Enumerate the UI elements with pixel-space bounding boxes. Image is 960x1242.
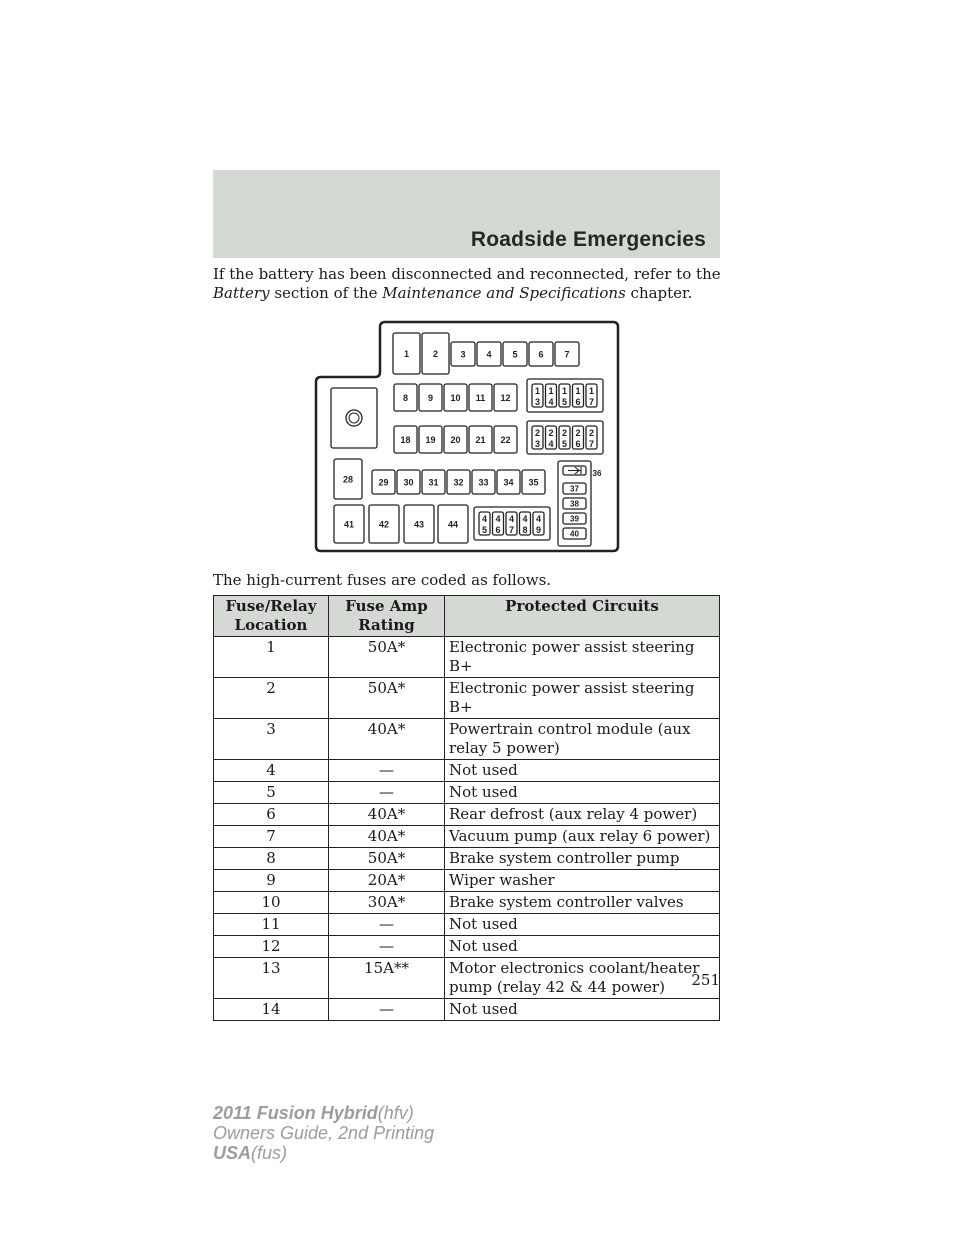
mini-fuse-group-45-49-digit: 7 <box>508 525 515 535</box>
table-row <box>214 848 720 870</box>
mini-fuse-group-23-27-digit: 5 <box>561 439 568 449</box>
mini-fuse-group-13-17-digit: 1 <box>561 386 568 396</box>
section-title: Roadside Emergencies <box>470 228 706 251</box>
table-row <box>214 719 720 760</box>
footer-market-code: (fus) <box>251 1143 288 1163</box>
fuse-label-9: 9 <box>427 393 434 403</box>
battery-reference: Battery <box>213 284 270 302</box>
intro-paragraph <box>213 265 733 303</box>
mini-fuse-group-45-49-digit: 9 <box>535 525 542 535</box>
fuse-label-42: 42 <box>378 519 390 530</box>
mini-fuse-group-13-17-digit: 5 <box>561 397 568 407</box>
cell-rating: — <box>329 760 445 782</box>
chapter-reference: Maintenance and Specifications <box>382 284 626 302</box>
fuse-label-3: 3 <box>460 349 466 360</box>
cell-rating: 40A* <box>329 719 445 760</box>
mini-fuse-group-45-49-digit: 4 <box>535 514 542 524</box>
col-header-location: Fuse/Relay Location <box>214 596 329 637</box>
cell-location: 7 <box>214 826 329 848</box>
large-relay-block <box>331 388 377 448</box>
fuse-label-35: 35 <box>528 477 539 488</box>
cell-rating: — <box>329 936 445 958</box>
fuse-label-34: 34 <box>503 477 514 488</box>
cell-location: 8 <box>214 848 329 870</box>
mini-fuse-group-45-49-digit: 5 <box>481 525 488 535</box>
cell-rating: 40A* <box>329 826 445 848</box>
cell-location: 14 <box>214 999 329 1021</box>
mini-fuse-group-45-49-digit: 8 <box>522 525 528 535</box>
table-row <box>214 914 720 936</box>
mini-fuse-group-45-49-digit: 6 <box>495 525 501 535</box>
cell-circuit: Not used <box>445 936 720 958</box>
cell-location: 11 <box>214 914 329 936</box>
cell-rating: 30A* <box>329 892 445 914</box>
fuse-label-21: 21 <box>475 435 486 445</box>
cell-location: 5 <box>214 782 329 804</box>
cell-location: 2 <box>214 678 329 719</box>
cell-rating: 40A* <box>329 804 445 826</box>
cell-rating: — <box>329 999 445 1021</box>
mini-fuse-group-23-27-digit: 2 <box>588 428 595 438</box>
fuse-label-8: 8 <box>402 393 409 403</box>
intro-text-3: chapter. <box>630 284 693 302</box>
fuse-label-19: 19 <box>425 435 436 445</box>
fuse-label-20: 20 <box>450 435 461 445</box>
table-row <box>214 760 720 782</box>
cell-rating: 15A** <box>329 958 445 999</box>
fuse-label-31: 31 <box>428 477 439 488</box>
fuse-label-43: 43 <box>413 519 425 530</box>
table-row <box>214 936 720 958</box>
fuse-label-2: 2 <box>432 349 439 359</box>
cell-location: 4 <box>214 760 329 782</box>
table-header-row <box>214 596 720 637</box>
mini-fuse-group-13-17-digit: 4 <box>548 397 554 407</box>
fuse-label-44: 44 <box>447 519 459 530</box>
fuse-label-18: 18 <box>400 435 411 445</box>
mini-fuse-group-23-27-digit: 7 <box>588 439 595 449</box>
cell-circuit: Powertrain control module (aux relay 5 power) <box>445 719 720 760</box>
cell-rating: 50A* <box>329 848 445 870</box>
cell-circuit: Wiper washer <box>445 870 720 892</box>
fuse-label-22: 22 <box>500 435 511 445</box>
cell-rating: 20A* <box>329 870 445 892</box>
fuse-label-39: 39 <box>570 514 579 524</box>
cell-location: 1 <box>214 637 329 678</box>
col-header-circuits: Protected Circuits <box>445 596 720 637</box>
table-row <box>214 678 720 719</box>
cell-rating: 50A* <box>329 678 445 719</box>
intro-text-1: If the battery has been disconnected and reconnected, refer to the <box>213 265 721 283</box>
fuse-table <box>213 595 720 1021</box>
table-row <box>214 999 720 1021</box>
table-caption: The high-current fuses are coded as follows. <box>213 571 552 589</box>
mini-fuse-group-13-17-digit: 1 <box>534 386 541 396</box>
cell-location: 13 <box>214 958 329 999</box>
fuse-label-7: 7 <box>564 349 570 360</box>
mini-fuse-group-45-49-digit: 4 <box>495 514 501 524</box>
cell-rating: — <box>329 782 445 804</box>
cell-circuit: Brake system controller pump <box>445 848 720 870</box>
cell-rating: 50A* <box>329 637 445 678</box>
footer-line-3 <box>213 1143 434 1163</box>
mini-fuse-group-13-17-digit: 1 <box>548 386 554 396</box>
intro-text-2: section of the <box>274 284 378 302</box>
fuse-label-36: 36 <box>592 469 602 478</box>
section-header-band <box>213 170 720 258</box>
fuse-label-41: 41 <box>343 519 355 530</box>
fuse-label-6: 6 <box>538 349 544 360</box>
cell-location: 9 <box>214 870 329 892</box>
mini-fuse-group-45-49-digit: 4 <box>508 514 515 524</box>
cell-circuit: Vacuum pump (aux relay 6 power) <box>445 826 720 848</box>
fuse-label-38: 38 <box>570 499 579 509</box>
table-row <box>214 870 720 892</box>
cell-circuit: Electronic power assist steering B+ <box>445 678 720 719</box>
cell-circuit: Not used <box>445 760 720 782</box>
table-row <box>214 892 720 914</box>
fuse-label-33: 33 <box>478 477 489 488</box>
cell-circuit: Electronic power assist steering B+ <box>445 637 720 678</box>
fuse-label-32: 32 <box>453 477 464 488</box>
mini-fuse-group-45-49-digit: 4 <box>481 514 488 524</box>
footer-model: 2011 Fusion Hybrid <box>213 1103 378 1123</box>
fuse-label-30: 30 <box>403 477 414 488</box>
mini-fuse-group-23-27-digit: 4 <box>548 439 554 449</box>
footer-line-1 <box>213 1103 434 1123</box>
footer-print-info <box>213 1103 434 1163</box>
cell-circuit: Not used <box>445 999 720 1021</box>
mini-fuse-group-13-17-digit: 1 <box>588 386 595 396</box>
mini-fuse-group-23-27-digit: 6 <box>575 439 581 449</box>
mini-fuse-group-13-17-digit: 1 <box>575 386 581 396</box>
mini-fuse-group-23-27-digit: 2 <box>534 428 541 438</box>
mini-fuse-group-13-17-digit: 3 <box>534 397 541 407</box>
mini-fuse-group-23-27-digit: 2 <box>548 428 554 438</box>
mini-fuse-group-13-17-digit: 6 <box>575 397 581 407</box>
fuse-label-10: 10 <box>450 393 461 403</box>
fuse-label-37: 37 <box>570 484 579 494</box>
cell-location: 6 <box>214 804 329 826</box>
cell-location: 10 <box>214 892 329 914</box>
table-row <box>214 782 720 804</box>
mini-fuse-group-23-27-digit: 2 <box>575 428 581 438</box>
table-row <box>214 804 720 826</box>
page-number: 251 <box>691 971 720 989</box>
footer-line-2: Owners Guide, 2nd Printing <box>213 1123 435 1143</box>
cell-location: 12 <box>214 936 329 958</box>
mini-fuse-group-23-27-digit: 3 <box>534 439 541 449</box>
mini-fuse-group-23-27-digit: 2 <box>561 428 568 438</box>
mini-fuse-group-13-17-digit: 7 <box>588 397 595 407</box>
fuse-box-svg <box>313 320 621 553</box>
table-row <box>214 958 720 999</box>
fuse-label-4: 4 <box>486 349 492 360</box>
mini-fuse-group-45-49-digit: 4 <box>522 514 528 524</box>
fuse-label-12: 12 <box>500 393 511 403</box>
footer-market: USA <box>213 1143 252 1163</box>
fuse-label-40: 40 <box>570 529 579 539</box>
fuse-label-28: 28 <box>342 474 354 485</box>
col-header-rating: Fuse Amp Rating <box>329 596 445 637</box>
cell-circuit: Not used <box>445 914 720 936</box>
table-row <box>214 637 720 678</box>
cell-circuit: Not used <box>445 782 720 804</box>
cell-location: 3 <box>214 719 329 760</box>
cell-rating: — <box>329 914 445 936</box>
fuse-label-29: 29 <box>378 477 389 488</box>
footer-model-code: (hfv) <box>377 1103 414 1123</box>
table-row <box>214 826 720 848</box>
fuse-label-5: 5 <box>512 349 518 360</box>
fuse-label-1: 1 <box>403 349 410 359</box>
cell-circuit: Rear defrost (aux relay 4 power) <box>445 804 720 826</box>
cell-circuit: Motor electronics coolant/heater pump (relay 42 & 44 power) <box>445 958 720 999</box>
cell-circuit: Brake system controller valves <box>445 892 720 914</box>
fuse-label-11: 11 <box>475 393 486 403</box>
fuse-box-diagram <box>313 320 621 553</box>
